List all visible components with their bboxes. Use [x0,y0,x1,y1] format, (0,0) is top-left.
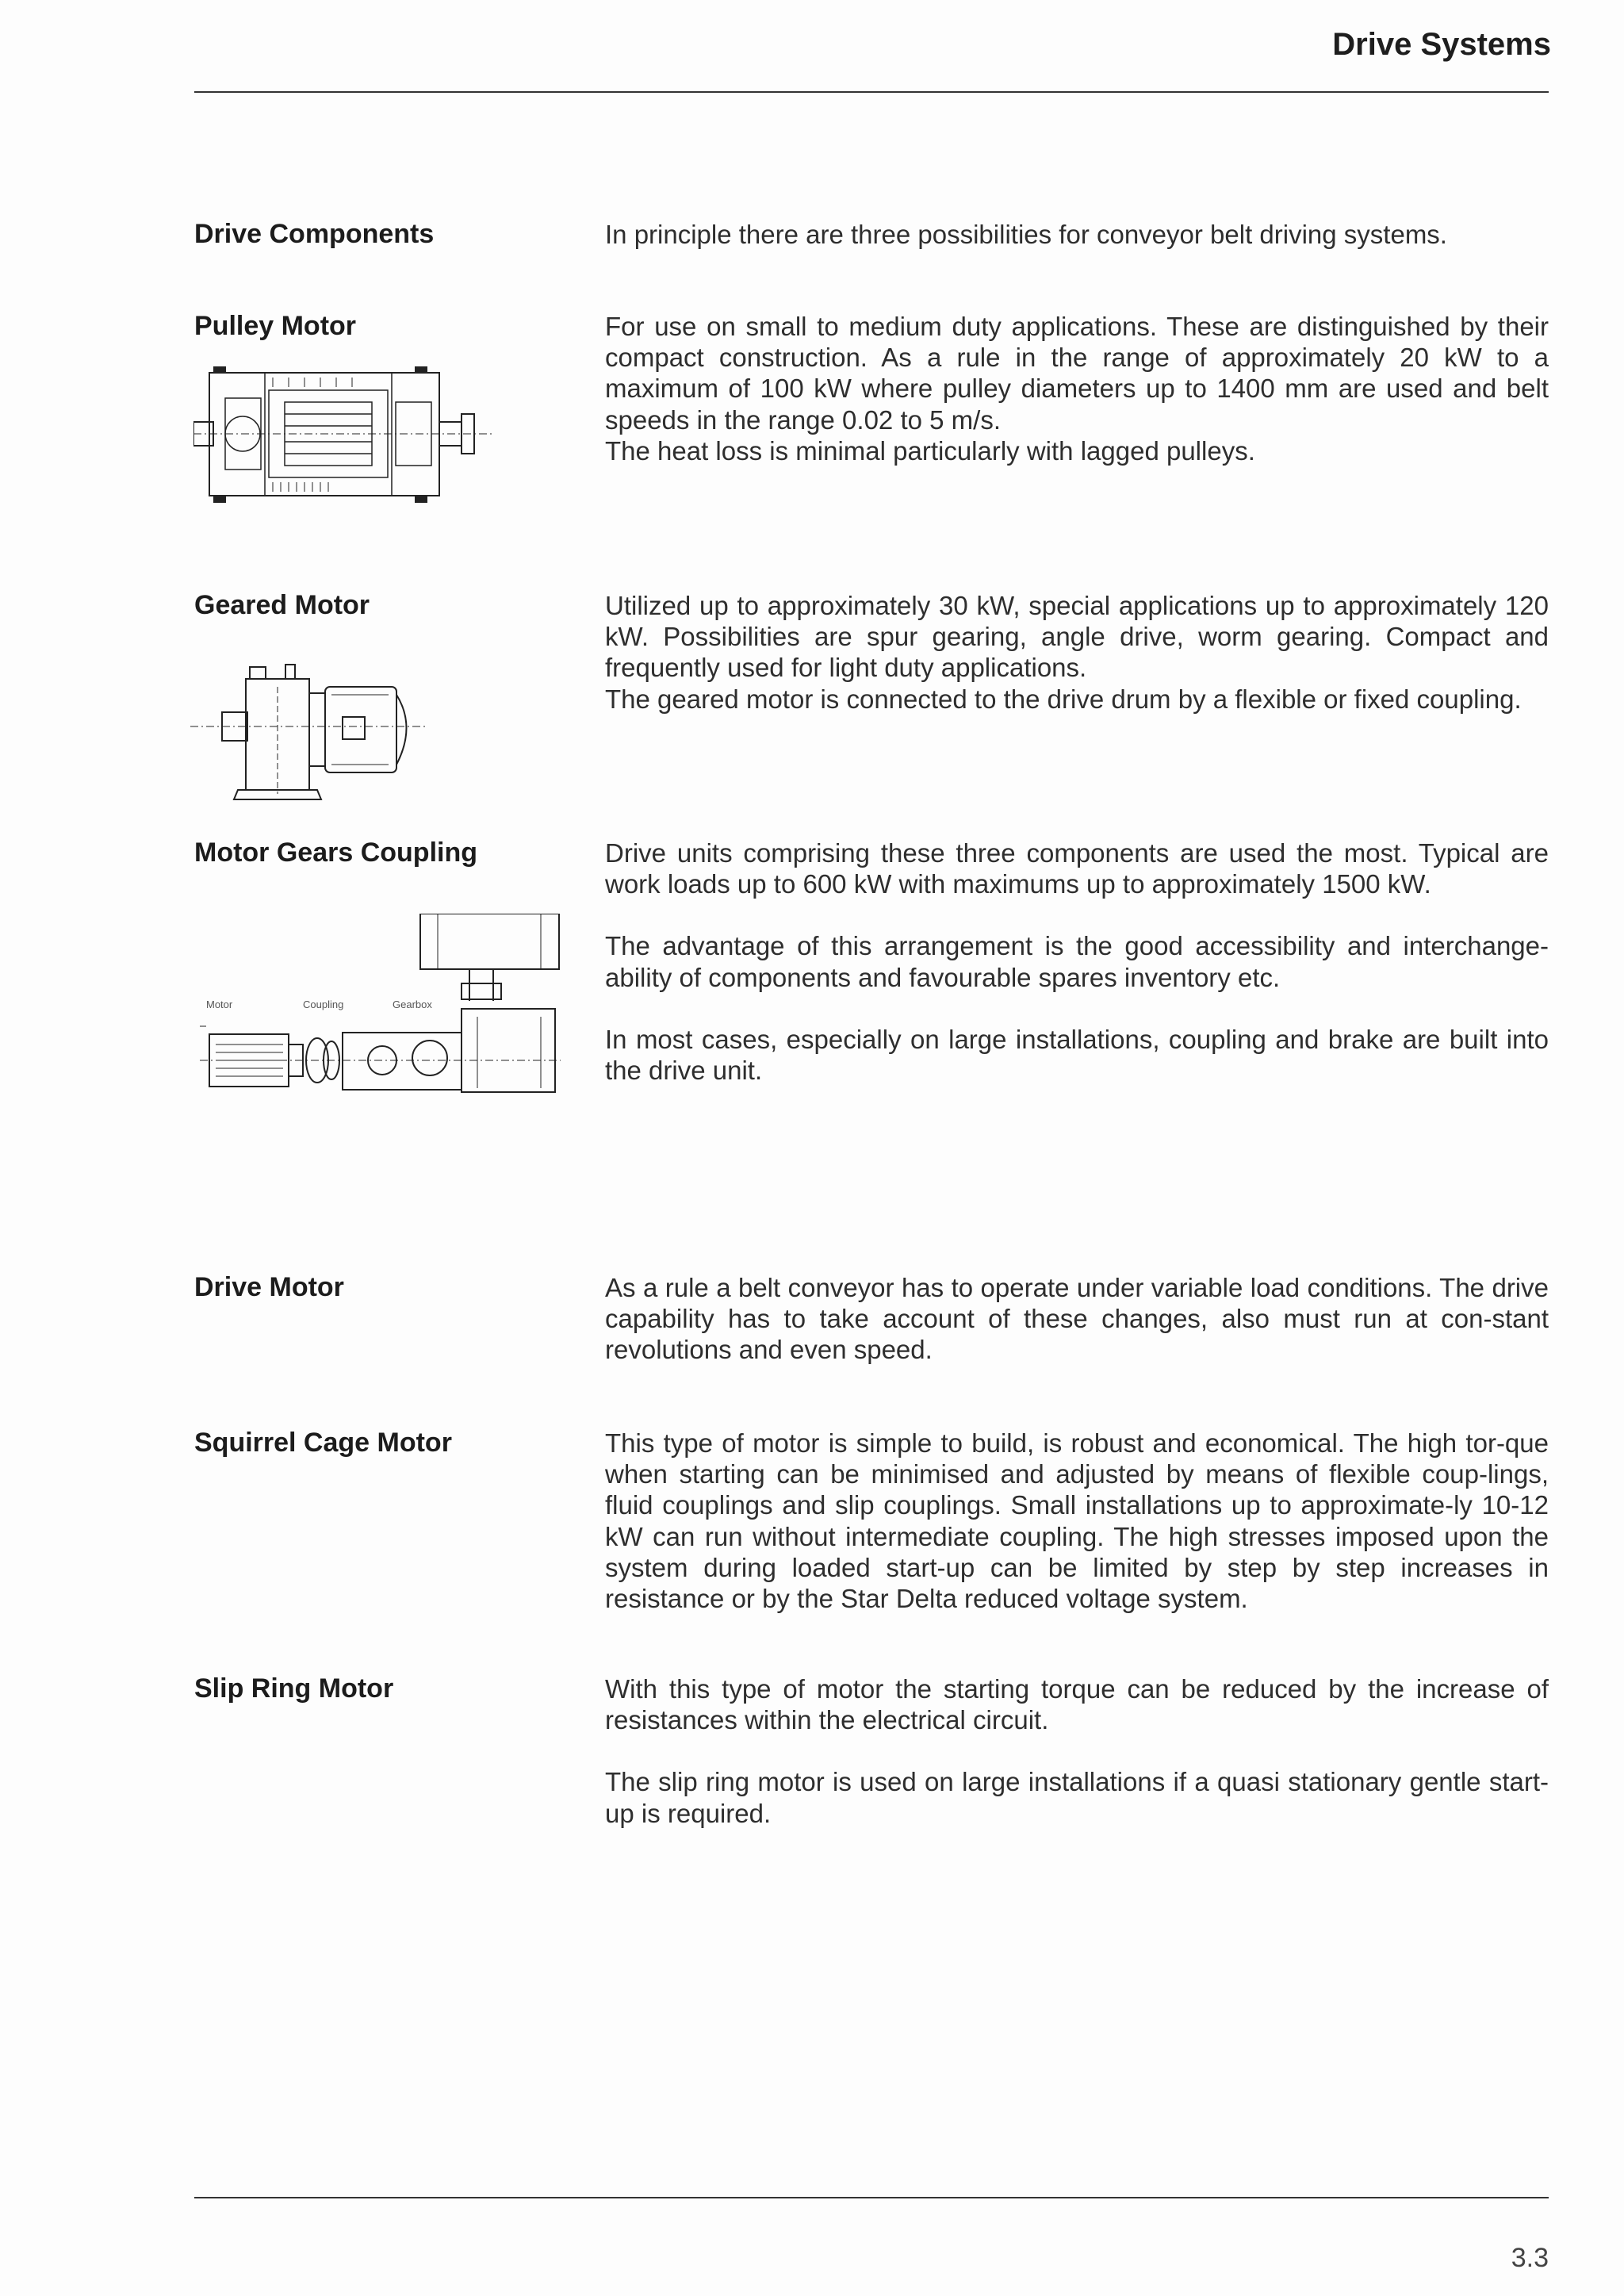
paragraph: With this type of motor the starting torque can be reduced by the increase of resistances within the electrical circuit. [605,1674,1549,1735]
figure-label-motor: Motor [206,999,233,1010]
heading-motor-gears-coupling: Motor Gears Coupling [194,838,477,868]
heading-slip-ring-motor: Slip Ring Motor [194,1673,394,1704]
footer-rule [194,2197,1549,2198]
paragraph: This type of motor is simple to build, is robust and economical. The high tor-que when starting can be minimised and adjusted by means of flexible coup-lings, fluid couplings and slip couplings. Small installations up to approximate-ly 10-12 kW can run without intermediate coupling. The high stresses imposed upon the system during loaded start-up can be limited by step by step increases in resistance or by the Star Delta reduced voltage system. [605,1428,1549,1614]
heading-drive-motor: Drive Motor [194,1272,344,1302]
text-drive-motor [605,1272,1549,1366]
figure-label-coupling: Coupling [303,999,344,1010]
text-squirrel-cage-motor [605,1428,1549,1614]
text-fragment: in the range 0.02 to 5 m/s. [696,404,1001,435]
text-slip-ring-motor [605,1673,1549,1829]
paragraph: The slip ring motor is used on large installations if a quasi stationary gentle start-up is required. [605,1767,1549,1828]
text-geared-motor [605,590,1549,715]
bold-term: belt speeds [605,374,1549,435]
heading-geared-motor: Geared Motor [194,590,370,620]
text-motor-gears-coupling [605,838,1549,1086]
paragraph: The advantage of this arrangement is the good accessibility and interchange-ability of components and favourable spares inventory etc. [605,931,1549,992]
text-pulley-motor [605,311,1549,466]
paragraph: Drive units comprising these three components are used the most. Typical are work loads up to 600 kW with maximums up to approximately 1500 kW. [605,838,1549,899]
header-rule [194,91,1549,93]
text-drive-components [605,219,1549,250]
paragraph: The geared motor is connected to the drive drum by a flexible or fixed coupling. [605,684,1522,714]
paragraph: In most cases, especially on large installations, coupling and brake are built into the drive unit. [605,1024,1549,1086]
paragraph: As a rule a belt conveyor has to operate under variable load conditions. The drive capability has to take account of these changes, also must run at con-stant revolutions and even speed. [605,1273,1549,1365]
pulley-motor-drawing [193,366,495,505]
page-number: 3.3 [1511,2243,1549,2273]
heading-pulley-motor: Pulley Motor [194,311,357,341]
paragraph: The heat loss is minimal particularly with lagged pulleys. [605,435,1255,466]
paragraph: Utilized up to approximately 30 kW, special applications up to approximately 120 kW. Possibilities are spur gearing, angle drive, worm gearing. Compact and frequently used for light duty applications. [605,591,1549,683]
heading-drive-components: Drive Components [194,219,435,249]
heading-squirrel-cage-motor: Squirrel Cage Motor [194,1428,452,1458]
motor-gears-coupling-drawing [200,914,561,1096]
figure-label-gearbox: Gearbox [393,999,432,1010]
paragraph [605,311,1549,435]
geared-motor-drawing [190,655,428,802]
paragraph: In principle there are three possibilities for conveyor belt driving systems. [605,220,1447,249]
text-fragment: For use on small to medium duty applications. These are distinguished by their compact construction. As a rule in the range of approximately 20 kW to a maximum of 100 kW where pulley diameters up to 1400 mm are used and [605,312,1549,404]
page-title: Drive Systems [1332,27,1551,62]
